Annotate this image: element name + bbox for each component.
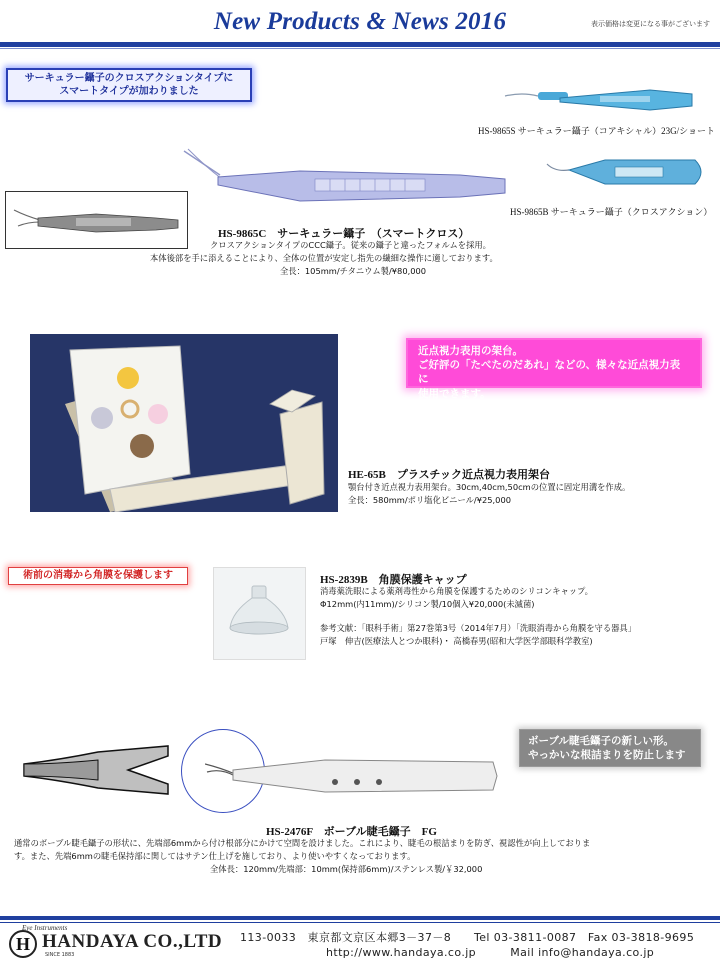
product-title: HS-2839B 角膜保護キャップ xyxy=(320,574,467,586)
product-title: HE-65B プラスチック近点視力表用架台 xyxy=(348,469,551,481)
callout-line: ご好評の「たべたのだあれ」などの、様々な近点視力表に xyxy=(418,359,681,386)
forceps-cross-action-image xyxy=(545,152,710,197)
reference-citation: 参考文献：「眼科手術」第27巻第3号（2014年7月）「洗眼消毒から角膜を守る器具」 xyxy=(320,623,637,633)
forceps-photo-frame xyxy=(5,191,188,249)
product-description: 通常のボーブル睫毛鑷子の形状に、先端部6mmから付け根部分にかけて空間を設けました。これにより、睫毛の根詰まりを防ぎ、視認性が向上しておりま xyxy=(14,838,591,848)
price-change-note: 表示価格は変更になる事がございます xyxy=(591,20,710,28)
callout-line: やっかいな根詰まりを防止します xyxy=(528,749,686,762)
callout-bobble-forceps xyxy=(519,729,701,767)
product-title: HS-2476F ボーブル睫毛鑷子 FG xyxy=(266,826,437,838)
product-description: クロスアクションタイプのCCC鑷子。従来の鑷子と違ったフォルムを採用。 xyxy=(210,240,491,250)
callout-line: ボーブル睫毛鑷子の新しい形。 xyxy=(528,735,675,747)
forceps-photo xyxy=(6,192,187,248)
footer-divider-thin xyxy=(0,922,720,923)
company-logo-icon: H xyxy=(9,930,37,958)
caption-hs-9865b: HS-9865B サーキュラー鑷子（クロスアクション） xyxy=(510,207,713,217)
header-divider xyxy=(0,42,720,47)
company-web-mail: http://www.handaya.co.jp Mail info@handaya.co.jp xyxy=(326,946,655,959)
caption-hs-9865s: HS-9865S サーキュラー鑷子（コアキシャル）23G/ショート xyxy=(478,126,715,136)
product-spec: Φ12mm(内11mm)/シリコン製/10個入¥20,000(未滅菌) xyxy=(320,599,535,609)
company-name: HANDAYA CO.,LTD xyxy=(42,931,223,952)
forceps-coaxial-image xyxy=(500,84,700,124)
corneal-cap-photo xyxy=(213,567,306,660)
callout-corneal-protection: 術前の消毒から角膜を保護します xyxy=(8,567,188,585)
product-spec: 全体長：120mm/先端部：10mm(保持部6mm)/ステンレス製/￥32,000 xyxy=(210,864,483,874)
callout-line: サーキュラー鑷子のクロスアクションタイプに xyxy=(24,73,234,84)
company-address: 113-0033 東京都文京区本郷3－37－8 Tel 03-3811-0087 Fax 03-3818-9695 xyxy=(240,931,695,944)
eye-chart-stand-image xyxy=(30,334,338,512)
callout-eye-chart-stand xyxy=(406,338,702,400)
corneal-cap-image xyxy=(214,568,305,659)
product-description: 消毒薬洗眼による薬剤毒性から角膜を保護するためのシリコンキャップ。 xyxy=(320,586,593,596)
logo-tagline: Eye Instruments xyxy=(22,924,68,932)
product-title: HS-9865C サーキュラー鑷子 （スマートクロス） xyxy=(218,228,470,240)
page-title: New Products & News 2016 xyxy=(213,8,507,35)
reference-authors: 戸塚 伸吉(医療法人とつか眼科)・ 高橋春男(昭和大学医学部眼科学教室) xyxy=(320,636,593,646)
product-description: 本体後部を手に添えることにより、全体の位置が安定し指先の繊細な操作に適しております。 xyxy=(150,253,498,263)
callout-line: スマートタイプが加わりました xyxy=(59,85,199,97)
eye-chart-stand-photo xyxy=(30,334,338,512)
forceps-bobble-image xyxy=(205,746,505,806)
footer-divider xyxy=(0,916,720,920)
product-description: す。また、先端6mmの睫毛保持部に関してはサテン仕上げを施しており、より使いやすくなっております。 xyxy=(14,851,416,861)
forceps-smart-cross-image xyxy=(180,145,510,210)
product-spec: 全長：580mm/ポリ塩化ビニール/¥25,000 xyxy=(348,495,512,505)
header-divider-thin xyxy=(0,48,720,49)
callout-line: 近点視力表用の架台。 xyxy=(418,345,523,357)
callout-smart-type xyxy=(6,68,252,102)
logo-since: SINCE 1883 xyxy=(45,952,75,958)
forceps-tip-diagram xyxy=(18,742,178,798)
product-spec: 全長：105mm/チタニウム製/¥80,000 xyxy=(280,266,427,276)
product-description: 顎台付き近点視力表用架台。30cm,40cm,50cmの位置に固定用溝を作成。 xyxy=(348,482,631,492)
callout-line: 使用できます。 xyxy=(418,387,491,400)
